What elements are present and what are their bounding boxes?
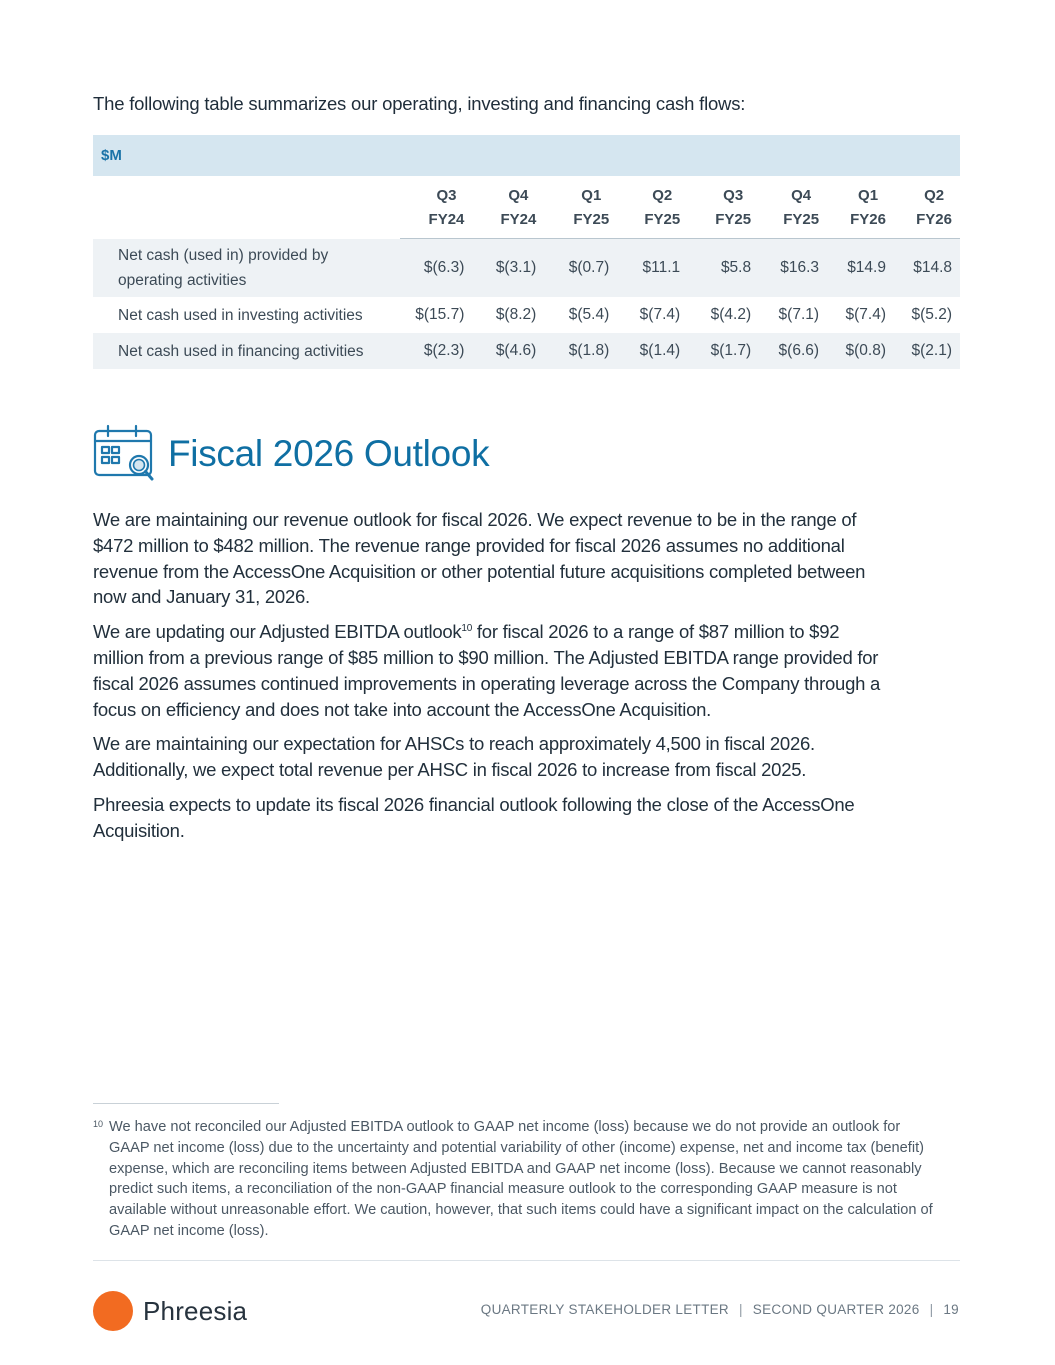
footer-divider bbox=[93, 1260, 960, 1261]
cell-value: $(0.8) bbox=[827, 333, 894, 369]
cell-value: $11.1 bbox=[617, 239, 688, 298]
cell-value: $(1.7) bbox=[688, 333, 759, 369]
blank-header bbox=[93, 176, 400, 239]
cell-value: $(8.2) bbox=[495, 306, 537, 323]
cell-value: $(0.7) bbox=[544, 239, 617, 298]
calendar-search-icon bbox=[93, 424, 155, 484]
column-header-row bbox=[93, 176, 960, 239]
cell-value: $(2.1) bbox=[894, 333, 960, 369]
logo-circle-icon bbox=[93, 1291, 133, 1331]
paragraph: We are maintaining our revenue outlook for fiscal 2026. We expect revenue to be in the range of $472 million to $482 million. The revenue range provided for fiscal 2026 assumes no additional revenue from the AccessOne Acquisition or other potential future acquisitions completed between now and January 31, 2026. bbox=[93, 509, 866, 608]
cell-value: $14.8 bbox=[894, 239, 960, 298]
footnote bbox=[93, 1117, 941, 1242]
cell-value: $(5.2) bbox=[911, 306, 952, 323]
page-number: 19 bbox=[943, 1302, 959, 1317]
footnote-reference[interactable]: 10 bbox=[461, 623, 473, 635]
column-header: Q1 FY26 bbox=[827, 176, 894, 239]
row-label: Net cash used in investing activities bbox=[118, 306, 363, 324]
paragraph: We are updating our Adjusted EBITDA outlook$^{10}$ for fiscal 2026 to a range of $87 million to $92 million from a previous range of $85 million to $90 million. The Adjusted EBITDA range provided for fiscal 2026 assumes continued improvements in operating leverage across the Company through a focus on efficiency and does not take into account the AccessOne Acquisition. bbox=[93, 621, 881, 720]
page-footer bbox=[481, 1302, 959, 1317]
column-header: Q4 FY24 bbox=[472, 176, 544, 239]
table-row bbox=[93, 297, 960, 333]
table-row bbox=[93, 239, 960, 298]
intro-text: The following table summarizes our operating, investing and financing cash flows: bbox=[93, 93, 746, 114]
cell-value: $(6.3) bbox=[400, 239, 472, 298]
row-label: Net cash used in financing activities bbox=[93, 333, 400, 369]
column-header: Q3 FY25 bbox=[688, 176, 759, 239]
footnote-number: 10 bbox=[93, 1119, 104, 1129]
row-label: Net cash (used in) provided by operating activities bbox=[93, 239, 400, 298]
column-header: Q2 FY26 bbox=[894, 176, 960, 239]
cell-value: $(4.6) bbox=[472, 333, 544, 369]
table-row bbox=[93, 333, 960, 369]
column-header: Q4 FY25 bbox=[759, 176, 827, 239]
section-title: Fiscal 2026 Outlook bbox=[168, 433, 490, 474]
unit-row bbox=[93, 135, 960, 176]
cell-value: $(5.4) bbox=[568, 306, 610, 323]
logo-text: Phreesia bbox=[143, 1295, 248, 1326]
footnote-text: We have not reconciled our Adjusted EBITDA outlook to GAAP net income (loss) because we do not provide an outlook for GAAP net income (loss) due to the uncertainty and potential variability of other (income) expense, net and income tax (benefit) expense, which are reconciling items between Adjusted EBITDA and GAAP net income (loss). Because we cannot reasonably predict such items, a reconciliation of the non-GAAP financial measure outlook to the corresponding GAAP measure is not available without unreasonable effort. We caution, however, that such items could have a significant impact on the calculation of GAAP net income (loss). bbox=[109, 1119, 933, 1239]
cell-value: $(15.7) bbox=[415, 306, 465, 323]
cell-value: $5.8 bbox=[688, 239, 759, 298]
cash-flow-table bbox=[93, 135, 960, 369]
cell-value: $(2.3) bbox=[400, 333, 472, 369]
footer-separator: | bbox=[929, 1302, 934, 1317]
cell-value: $(4.2) bbox=[710, 306, 752, 323]
cell-value: $(7.1) bbox=[778, 306, 820, 323]
cell-value: $(7.4) bbox=[639, 306, 681, 323]
footer-quarter: SECOND QUARTER 2026 bbox=[752, 1302, 920, 1317]
footer-separator: | bbox=[738, 1302, 743, 1317]
paragraph: Phreesia expects to update its fiscal 2026 financial outlook following the close of the AccessOne Acquisition. bbox=[93, 793, 855, 841]
footer-letter-title: QUARTERLY STAKEHOLDER LETTER bbox=[480, 1302, 729, 1317]
paragraph: We are maintaining our expectation for AHSCs to reach approximately 4,500 in fiscal 2026. Additionally, we expect total revenue per AHSC in fiscal 2026 to increase from fiscal 2025. bbox=[93, 733, 815, 781]
cell-value: $14.9 bbox=[827, 239, 894, 298]
section-header bbox=[93, 424, 489, 484]
column-header: Q2 FY25 bbox=[617, 176, 688, 239]
column-header: Q3 FY24 bbox=[400, 176, 472, 239]
cell-value: $(3.1) bbox=[472, 239, 544, 298]
cell-value: $(7.4) bbox=[845, 306, 886, 323]
outlook-body bbox=[93, 507, 893, 853]
cell-value: $(1.4) bbox=[617, 333, 688, 369]
column-header: Q1 FY25 bbox=[544, 176, 617, 239]
cell-value: $(6.6) bbox=[759, 333, 827, 369]
phreesia-logo bbox=[93, 1291, 247, 1331]
cell-value: $16.3 bbox=[759, 239, 827, 298]
cell-value: $(1.8) bbox=[544, 333, 617, 369]
unit-label: $M bbox=[93, 135, 960, 176]
footnote-divider bbox=[93, 1103, 279, 1104]
